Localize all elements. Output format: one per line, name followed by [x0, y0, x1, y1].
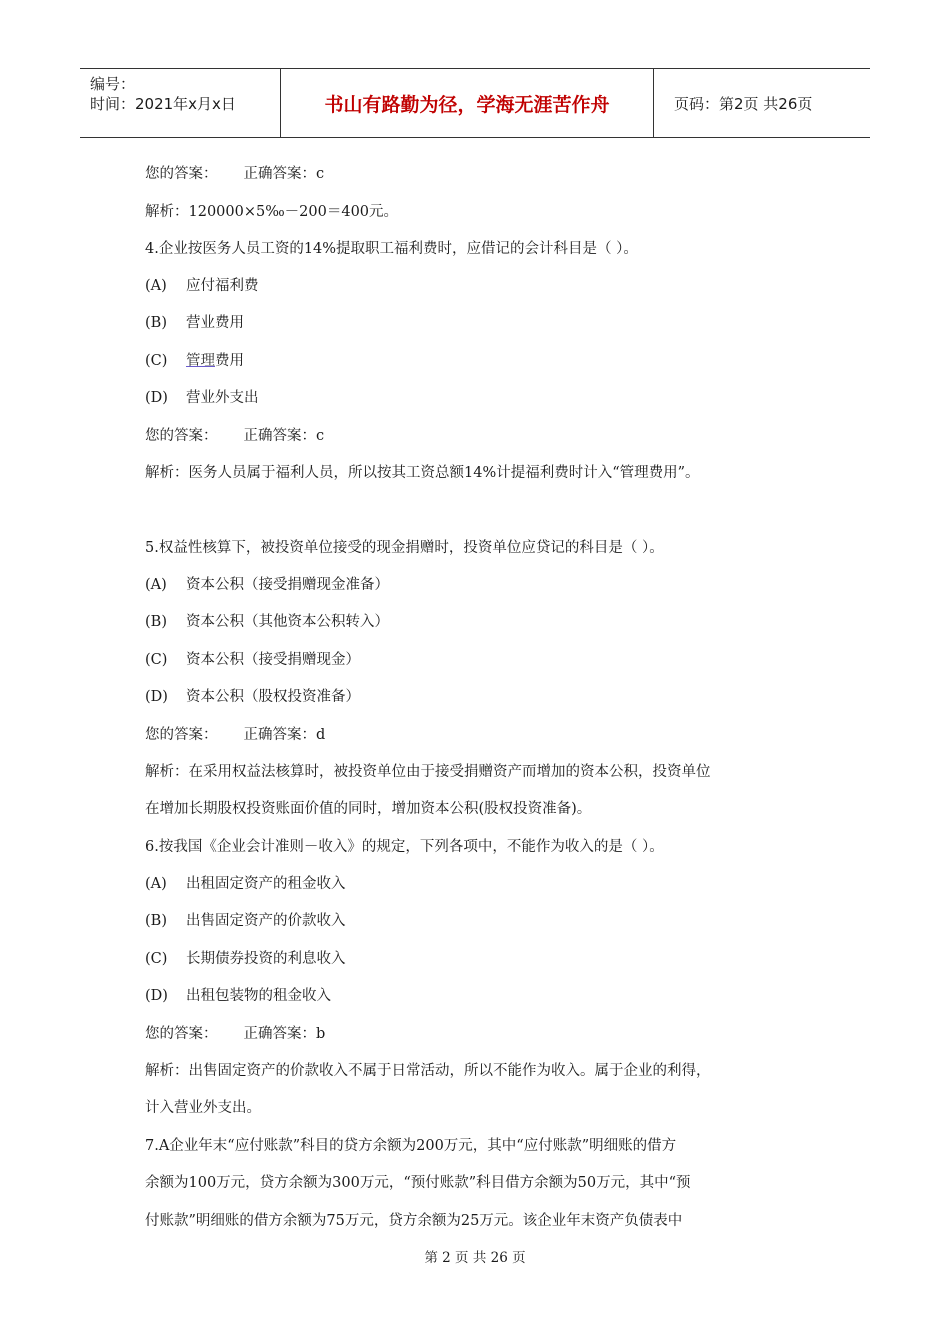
option-text: 出租包装物的租金收入 [186, 988, 331, 1004]
option-text: 费用 [215, 353, 244, 369]
q5-explanation-1: 解析：在采用权益法核算时，被投资单位由于接受捐赠资产而增加的资本公积，投资单位 [145, 764, 711, 780]
question-6: 6.按我国《企业会计准则－收入》的规定，下列各项中，不能作为收入的是（ ）。 [145, 839, 664, 855]
option-text: 资本公积（股权投资准备） [186, 689, 360, 705]
answer-line [145, 162, 324, 183]
question-5: 5.权益性核算下，被投资单位接受的现金捐赠时，投资单位应贷记的科目是（ ）。 [145, 540, 664, 556]
page-label-text: 页码：第2页 共26页 [674, 94, 813, 113]
q5-option-c [145, 648, 360, 669]
q4-option-b [145, 311, 244, 332]
option-letter: (D) [145, 689, 168, 705]
question-7-line-2: 余额为100万元，贷方余额为300万元，“预付账款”科目借方余额为50万元，其中“预 [145, 1175, 691, 1191]
your-answer-label: 您的答案： [145, 727, 218, 743]
option-text: 出售固定资产的价款收入 [186, 913, 346, 929]
option-text: 资本公积（接受捐赠现金准备） [186, 577, 389, 593]
page-footer: 第 2 页 共 26 页 [424, 1250, 526, 1266]
q4-option-d [145, 386, 259, 407]
your-answer-label: 您的答案： [145, 1026, 218, 1042]
option-letter: (C) [145, 353, 168, 369]
option-letter: (C) [145, 652, 168, 668]
q5-answer-line [145, 723, 325, 744]
option-text: 长期债券投资的利息收入 [186, 951, 346, 967]
option-letter: (A) [145, 577, 167, 593]
q5-option-b [145, 610, 389, 631]
option-text: 营业费用 [186, 315, 244, 331]
question-7-line-3: 付账款”明细账的借方余额为75万元，贷方余额为25万元。该企业年末资产负债表中 [145, 1213, 683, 1229]
page-header [80, 68, 870, 138]
option-letter: (D) [145, 988, 168, 1004]
q6-explanation-1: 解析：出售固定资产的价款收入不属于日常活动，所以不能作为收入。属于企业的利得， [145, 1063, 711, 1079]
q6-option-a [145, 872, 346, 893]
question-4: 4.企业按医务人员工资的14%提取职工福利费时，应借记的会计科目是（ ）。 [145, 241, 638, 257]
option-text: 应付福利费 [186, 278, 259, 294]
q6-option-c [145, 947, 346, 968]
question-7-line-1: 7.A企业年末“应付账款”科目的贷方余额为200万元，其中“应付账款”明细账的借方 [145, 1138, 677, 1154]
header-meta-cell [80, 69, 281, 137]
explanation-line: 解析：120000×5‰－200＝400元。 [145, 204, 399, 220]
option-letter: (A) [145, 876, 167, 892]
q5-option-d [145, 685, 360, 706]
your-answer-label: 您的答案： [145, 166, 218, 182]
option-text: 资本公积（其他资本公积转入） [186, 614, 389, 630]
option-text: 出租固定资产的租金收入 [186, 876, 346, 892]
q6-option-d [145, 984, 331, 1005]
q4-explanation: 解析：医务人员属于福利人员，所以按其工资总额14%计提福利费时计入“管理费用”。 [145, 465, 700, 481]
header-page-label [664, 69, 870, 137]
option-letter: (B) [145, 315, 167, 331]
option-letter: (B) [145, 913, 167, 929]
q5-option-a [145, 573, 389, 594]
time-label: 时间：2021年x月x日 [90, 95, 236, 113]
q5-explanation-2: 在增加长期股权投资账面价值的同时，增加资本公积(股权投资准备)。 [145, 801, 592, 817]
correct-answer: 正确答案：c [243, 428, 325, 444]
option-letter: (D) [145, 390, 168, 406]
correct-answer: 正确答案：b [243, 1026, 326, 1042]
option-letter: (B) [145, 614, 167, 630]
option-link[interactable]: 管理 [186, 353, 215, 369]
option-text: 营业外支出 [186, 390, 259, 406]
option-letter: (C) [145, 951, 168, 967]
q6-option-b [145, 909, 346, 930]
correct-answer: 正确答案：d [243, 727, 326, 743]
number-label: 编号： [90, 75, 136, 93]
q4-answer-line [145, 424, 324, 445]
option-letter: (A) [145, 278, 167, 294]
correct-answer: 正确答案：c [243, 166, 325, 182]
q6-explanation-2: 计入营业外支出。 [145, 1100, 261, 1116]
your-answer-label: 您的答案： [145, 428, 218, 444]
header-motto: 书山有路勤为径，学海无涯苦作舟 [281, 69, 654, 137]
q4-option-a [145, 274, 259, 295]
q6-answer-line [145, 1022, 325, 1043]
q4-option-c [145, 349, 244, 370]
option-text: 资本公积（接受捐赠现金） [186, 652, 360, 668]
